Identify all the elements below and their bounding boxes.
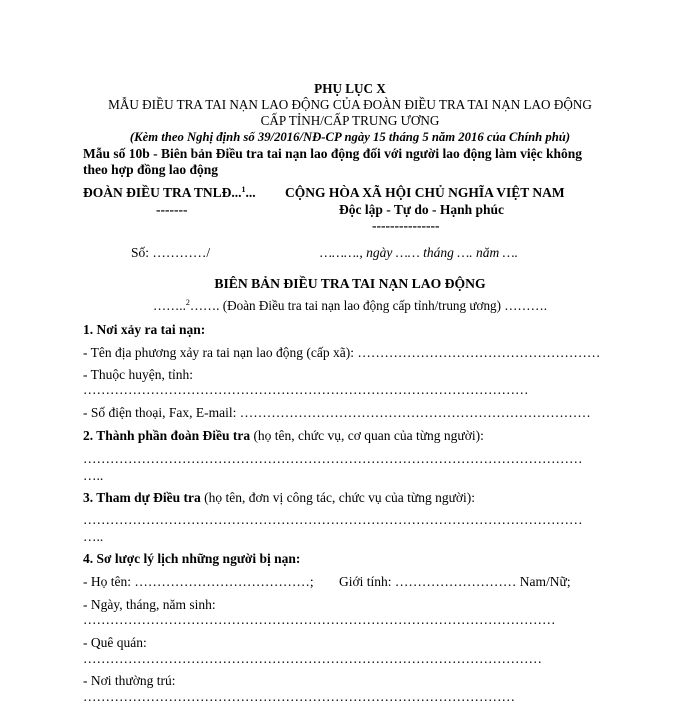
s2-dots-1: …………………………………………………………………………………………………: [83, 451, 583, 466]
form-title-line-2: theo hợp đồng lao động: [83, 162, 219, 177]
title-line-2: CẤP TỈNH/CẤP TRUNG ƯƠNG: [260, 113, 440, 128]
footnote-2: 2: [185, 298, 190, 307]
agency-underline: -------: [156, 202, 188, 217]
s1-district-dots: ………………………………………………………………………………………: [83, 382, 529, 397]
s4-hometown-label: - Quê quán:: [83, 635, 147, 650]
s4-residence-label: - Nơi thường trú:: [83, 673, 176, 688]
s4-residence-dots: ……………………………………………………………………………………: [83, 689, 515, 704]
s3-dots-1: …………………………………………………………………………………………………: [83, 512, 583, 527]
document-number: Số: …………/: [131, 245, 211, 260]
s1-commune-line: - Tên địa phương xảy ra tai nạn lao động (cấp xã): ………………………………………………: [83, 345, 601, 360]
section-3-title: 3. Tham dự Điều tra (họ tên, đơn vị công tác, chức vụ của từng người):: [83, 490, 476, 505]
s4-gender-line: Giới tính: ……………………… Nam/Nữ;: [339, 574, 571, 589]
motto-underline: ---------------: [372, 218, 440, 233]
section-4-title: 4. Sơ lược lý lịch những người bị nạn:: [83, 551, 301, 566]
s2-dots-2: …..: [83, 468, 104, 483]
s4-hometown-dots: …………………………………………………………………………………………: [83, 651, 542, 666]
footnote-1: 1: [241, 185, 246, 194]
document-title: BIÊN BẢN ĐIỀU TRA TAI NẠN LAO ĐỘNG: [214, 276, 486, 291]
title-line-1: MẪU ĐIỀU TRA TAI NẠN LAO ĐỘNG CỦA ĐOÀN ĐIỀU TRA TAI NẠN LAO ĐỘNG: [108, 97, 592, 112]
republic-name: CỘNG HÒA XÃ HỘI CHỦ NGHĨA VIỆT NAM: [285, 185, 565, 200]
form-title-line-1: Mẫu số 10b - Biên bản Điều tra tai nạn lao động đối với người lao động làm việc không: [83, 146, 583, 161]
s1-contact-line: - Số điện thoại, Fax, E-mail: ……………………………………………………………………: [83, 405, 591, 420]
republic-motto: Độc lập - Tự do - Hạnh phúc: [339, 202, 505, 217]
decree-note: (Kèm theo Nghị định số 39/2016/NĐ-CP ngày 15 tháng 5 năm 2016 của Chính phủ): [129, 130, 571, 144]
section-2-title: 2. Thành phần đoàn Điều tra (họ tên, chức vụ, cơ quan của từng người):: [83, 428, 484, 443]
s1-district-label: - Thuộc huyện, tỉnh:: [83, 367, 193, 382]
place-date-line: ………., ngày …… tháng …. năm ….: [320, 245, 519, 260]
s4-dob-dots: ……………………………………………………………………………………………: [83, 612, 556, 627]
section-1-title: 1. Nơi xảy ra tai nạn:: [83, 322, 206, 337]
s4-name-line: - Họ tên: …………………………………;: [83, 574, 314, 589]
delegation-line: ……..$^2$……. (Đoàn Điều tra tai nạn lao động cấp tỉnh/trung ương) ……….: [152, 298, 548, 313]
agency-name: ĐOÀN ĐIỀU TRA TNLĐ...$^1$...: [83, 185, 256, 200]
s4-dob-label: - Ngày, tháng, năm sinh:: [83, 597, 216, 612]
appendix-label: PHỤ LỤC X: [314, 81, 386, 96]
s3-dots-2: …..: [83, 529, 104, 544]
